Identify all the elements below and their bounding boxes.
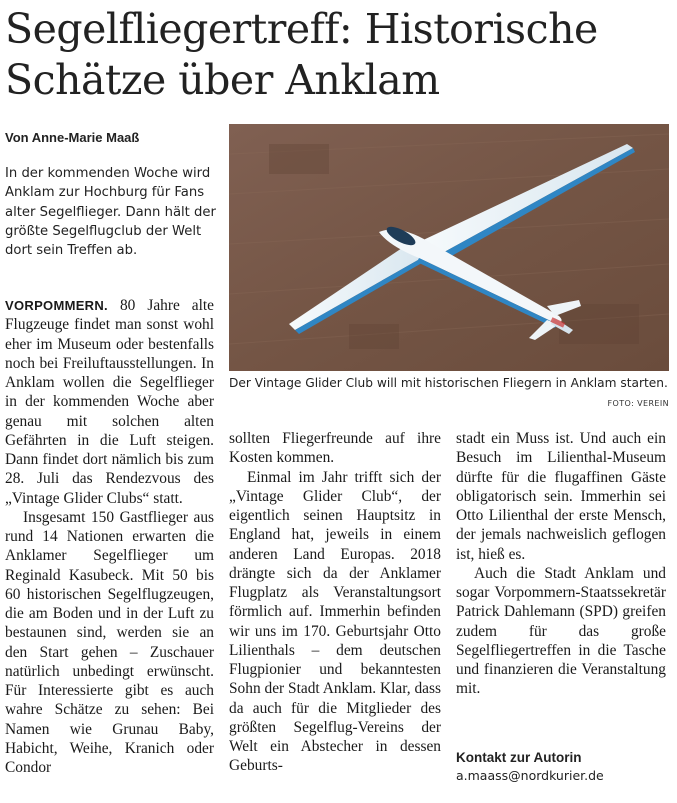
contact-email[interactable]: a.maass@nordkurier.de (456, 768, 604, 783)
article-paragraph: Insgesamt 150 Gastflieger aus rund 14 Nationen erwarten die Anklamer Segelflieger um Reginald Kasubeck. Mit 50 bis 60 historischen Segelflugzeugen, die am Boden und in der Luft zu bestaunen sind, werden sie an den Start gehen – Zuschauer natürlich unbedingt erwünscht. Für Interessierte gibt es auch wahre Schätze zu sehen: Bei Namen wie Grunau Baby, Habicht, Weihe, Kranich oder Condor (5, 508, 214, 776)
article-paragraph: Auch die Stadt Anklam und sogar Vorpommern-Staatssekretär Patrick Dahlemann (SPD) greifen zudem für das große Segelfliegertreffen in die Tasche und finanzieren die Veranstaltung mit. (456, 564, 666, 698)
glider-photo-image (229, 124, 669, 371)
dateline: VORPOMMERN. (5, 298, 108, 313)
lead-paragraph: In der kommenden Woche wird Anklam zur Hochburg für Fans alter Segelflieger. Dann hält der größte Segelflugclub der Welt dort sein Treffen ab. (5, 166, 216, 259)
article-paragraph: sollten Fliegerfreunde auf ihre Kosten kommen. (229, 430, 441, 467)
photo-credit: FOTO: VEREIN (607, 399, 669, 408)
article-photo (229, 124, 669, 371)
article-paragraph (5, 296, 214, 508)
paragraph-text: 80 Jahre alte Flugzeuge findet man sonst wohl eher im Museum oder bestenfalls noch bei Freiluftausstellungen. In Anklam wollen die Segelflieger in der kommenden Woche aber genau mit solchen alten Gefährten in die Luft steigen. Dann findet dort nämlich bis zum 28. Juli das Rendezvous des „Vintage Glider Clubs“ statt. (5, 297, 214, 507)
article-paragraph: Einmal im Jahr trifft sich der „Vintage Glider Club“, der eigentlich seinen Hauptsitz in England hat, jeweils in einem anderen Land Europas. 2018 drängte sich da der Anklamer Flugplatz als Veranstaltungsort förmlich auf. Immerhin befinden wir uns im 170. Geburtsjahr Otto Lilienthals – dem deutschen Flugpionier und bekanntesten Sohn der Stadt Anklam. Klar, dass da auch für die Mitglieder des größten Segelflug-Vereins der Welt ein Abstecher in dessen Geburts- (229, 468, 441, 775)
photo-caption: Der Vintage Glider Club will mit historischen Fliegern in Anklam starten. (229, 376, 668, 390)
article-column-1 (5, 296, 214, 777)
article-paragraph: stadt ein Muss ist. Und auch ein Besuch im Lilienthal-Museum dürfte für die flugaffinen Gäste obligatorisch sein. Immerhin sei Otto Lilienthal der erste Mensch, der jemals nachweislich geflogen ist, hieß es. (456, 430, 666, 563)
article-column-3 (456, 429, 666, 699)
byline: Von Anne-Marie Maaß (5, 130, 140, 145)
headline: Segelfliegertreff: Historische Schätze über Anklam (5, 5, 598, 104)
article-column-2 (229, 429, 441, 776)
contact-title: Kontakt zur Autorin (456, 750, 582, 765)
